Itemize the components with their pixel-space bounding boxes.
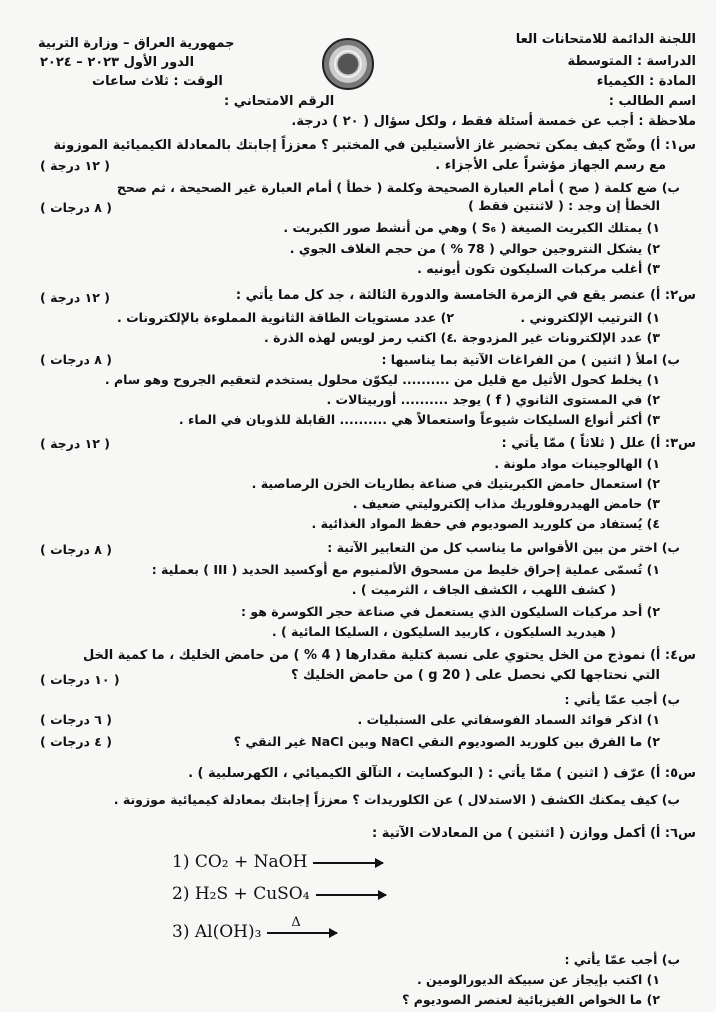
q4-a-line1: س٤: أ) نموذج من الخل يحتوي على نسبة كتلية مقدارها ( 4 % ) من حامض الخليك ، ما كمية الخل (82, 648, 696, 663)
q6-a-line1: س٦: أ) أكمل ووازن ( اثنتين ) من المعادلات الآتية : (372, 826, 696, 841)
q6-b-item2: ٢) ما الخواص الفيزيائية لعنصر الصوديوم ؟ (402, 992, 660, 1007)
exam-note: ملاحظة : أجب عن خمسة أسئلة فقط ، ولكل سؤال ( ٢٠ ) درجة. (291, 114, 696, 129)
q2-b-fill1: ١) يخلط كحول الأثيل مع قليل من .......... ليكوّن محلول يستخدم لتعقيم الجروح وهو سام . (104, 372, 660, 387)
q6-equation-1: 1) CO₂ + NaOH (172, 852, 383, 872)
q1-b-line1: ب) ضع كلمة ( صح ) أمام العبارة الصحيحة وكلمة ( خطأ ) أمام العبارة غير الصحيحة ، ثم صحح (116, 180, 680, 195)
heat-delta-label: Δ (291, 914, 301, 930)
q3-b-choice1: ١) تُسمّى عملية إحراق خليط من مسحوق الألمنيوم مع أوكسيد الحديد ( III ) بعملية : (151, 562, 660, 577)
q2-b-fill3: ٣) أكثر أنواع السليكات شيوعاً واستعمالاً هي .......... القابلة للذوبان في الماء . (178, 412, 660, 427)
q2-b-mark: ( ٨ درجات ) (40, 352, 113, 367)
q2-a-mark: ( ١٢ درجة ) (40, 290, 110, 305)
exam-time: الوقت : ثلاث ساعات (92, 74, 223, 89)
exam-number-label: الرقم الامتحاني : (224, 94, 335, 109)
q1-a-line1: س١: أ) وضّح كيف يمكن تحضير غاز الأستيلين في المختبر ؟ معززاً إجابتك بالمعادلة الكيميائية الموزونة (53, 138, 696, 153)
committee-title: اللجنة الدائمة للامتحانات العا (515, 32, 696, 47)
q3-a-item3: ٣) حامض الهيدروفلوريك مذاب إلكتروليتي ضعيف . (352, 496, 660, 511)
ministry-label: جمهورية العراق – وزارة التربية (38, 36, 235, 51)
reaction-arrow-icon (267, 914, 337, 934)
q3-a-item1: ١) الهالوجينات مواد ملونة . (494, 456, 660, 471)
q4-b-line1: ب) أجب عمّا يأتي : (564, 692, 680, 707)
q4-a-line2: التي نحتاجها لكي نحصل على ( 20 g ) من حامض الخليك ؟ (290, 668, 660, 683)
q3-b-choice2: ٢) أحد مركبات السليكون الذي يستعمل في صناعة حجر الكوسرة هو : (241, 604, 660, 619)
q1-a-mark: ( ١٢ درجة ) (40, 158, 110, 173)
q6-b-line1: ب) أجب عمّا يأتي : (564, 952, 680, 967)
student-name-label: اسم الطالب : (608, 94, 696, 109)
q3-b-mark: ( ٨ درجات ) (40, 542, 113, 557)
q2-a-item4: ٤) اكتب رمز لويس لهذه الذرة . (263, 330, 454, 345)
study-level: الدراسة : المتوسطة (567, 54, 696, 69)
q2-b-fill2: ٢) في المستوى الثانوي ( f ) يوجد .......... أوربيتالات . (326, 392, 660, 407)
q1-b-item3: ٣) أغلب مركبات السليكون تكون أيونيه . (417, 261, 660, 276)
q6-equation-2: 2) H₂S + CuSO₄ (172, 884, 386, 904)
q2-a-line1: س٢: أ) عنصر يقع في الزمرة الخامسة والدورة الثالثة ، جد كل مما يأتي : (235, 288, 696, 303)
q2-a-item2: ٢) عدد مستويات الطاقة الثانوية المملوءة بالإلكترونات . (117, 310, 454, 325)
subject: المادة : الكيمياء (596, 74, 696, 89)
q4-a-mark: ( ١٠ درجات ) (40, 672, 120, 687)
q1-b-line2: الخطأ إن وجد : ( لاثنتين فقط ) (468, 198, 660, 213)
q2-a-item3: ٣) عدد الإلكترونات غير المزدوجة . (452, 330, 660, 345)
q2-a-item1: ١) الترتيب الإلكتروني . (520, 310, 660, 325)
q6-equation-3: 3) Al(OH)₃ Δ (172, 922, 337, 942)
q4-b-item1: ١) اذكر فوائد السماد الفوسفاتي على السنبليات . (357, 712, 660, 727)
q1-b-item2: ٢) يشكل النتروجين حوالي ( 78 % ) من حجم الغلاف الجوي . (289, 241, 660, 256)
reaction-arrow-icon (316, 894, 386, 896)
q1-b-item1: ١) يمتلك الكبريت الصيغة ( S₆ ) وهي من أنشط صور الكبريت . (283, 220, 660, 235)
q5-b-line1: ب) كيف يمكنك الكشف ( الاستدلال ) عن الكلوريدات ؟ معززاً إجابتك بمعادلة كيميائية موزونة . (113, 792, 680, 807)
ministry-seal-icon (322, 38, 374, 90)
q3-b-choice1-options: ( كشف اللهب ، الكشف الجاف ، الثرميت ) . (351, 582, 616, 597)
exam-round: الدور الأول ٢٠٢٣ – ٢٠٢٤ (40, 55, 195, 70)
q3-a-line1: س٣: أ) علل ( ثلاثاً ) ممّا يأتي : (501, 436, 696, 451)
q4-b-item1-mark: ( ٦ درجات ) (40, 712, 113, 727)
q3-a-mark: ( ١٢ درجة ) (40, 436, 110, 451)
q3-b-line1: ب) اختر من بين الأقواس ما يناسب كل من التعابير الآتية : (327, 540, 680, 555)
q3-a-item4: ٤) يُستفاد من كلوريد الصوديوم في حفظ المواد الغذائية . (311, 516, 660, 531)
q1-a-line2: مع رسم الجهاز مؤشراً على الأجزاء . (435, 158, 666, 173)
q2-b-line1: ب) املأ ( اثنين ) من الفراغات الآتية بما يناسبها : (381, 352, 680, 367)
q6-b-item1: ١) اكتب بإيجاز عن سبيكة الديورالومين . (416, 972, 660, 987)
q4-b-item2: ٢) ما الفرق بين كلوريد الصوديوم النقي NaCl وبين NaCl غير النقي ؟ (233, 734, 660, 749)
q1-b-mark: ( ٨ درجات ) (40, 200, 113, 215)
q3-b-choice2-options: ( هيدريد السليكون ، كاربيد السليكون ، السليكا المائية ) . (271, 624, 616, 639)
q5-a-line1: س٥: أ) عرّف ( اثنين ) ممّا يأتي : ( البوكسايت ، التآلق الكيميائي ، الكهرسلبية ) . (188, 766, 696, 781)
q4-b-item2-mark: ( ٤ درجات ) (40, 734, 113, 749)
reaction-arrow-icon (313, 862, 383, 864)
q3-a-item2: ٢) استعمال حامض الكبريتيك في صناعة بطاريات الخزن الرصاصية . (251, 476, 660, 491)
